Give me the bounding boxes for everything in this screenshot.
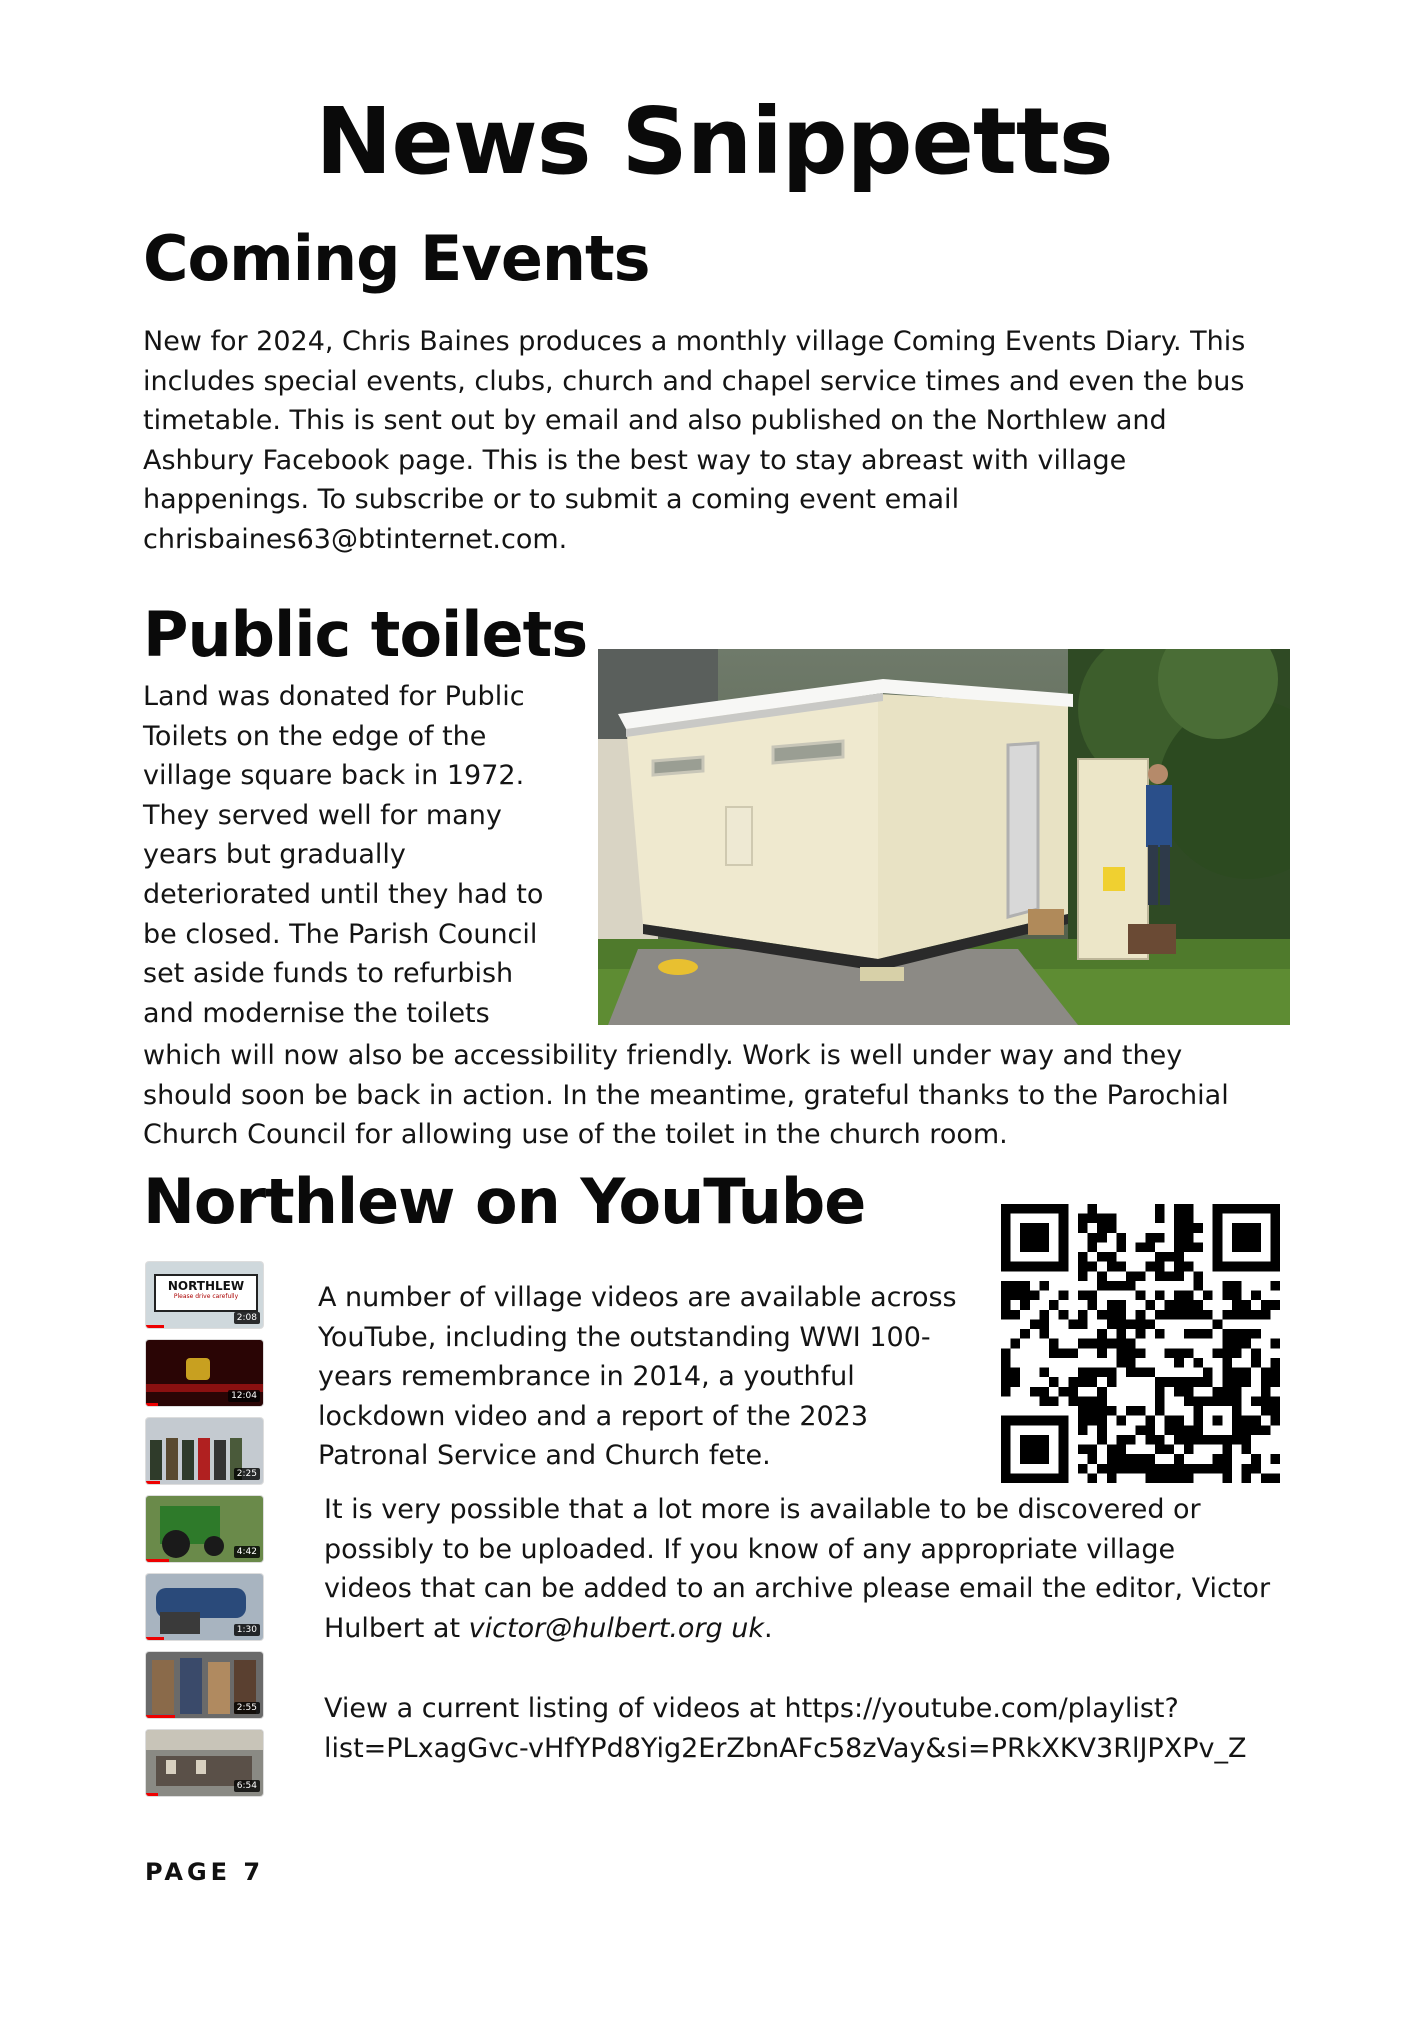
watch-progress-bar <box>146 1637 164 1640</box>
editor-prefix: Hulbert at <box>324 1612 469 1644</box>
public-toilets-full-text <box>143 1036 1229 1155</box>
text-line: videos that can be added to an archive please email the editor, Victor <box>324 1573 1271 1605</box>
editor-suffix: . <box>764 1612 773 1644</box>
text-line: years remembrance in 2014, a youthful <box>318 1361 855 1393</box>
video-thumbnail[interactable] <box>146 1730 263 1796</box>
text-line: chrisbaines63@btinternet.com. <box>143 523 568 555</box>
youtube-more-text <box>324 1490 1270 1648</box>
text-line: be closed. The Parish Council <box>143 918 538 950</box>
playlist-link[interactable]: View a current listing of videos at https://youtube.com/playlist? <box>324 1693 1179 1724</box>
toilet-block-photo <box>598 649 1290 1025</box>
watch-progress-bar <box>146 1559 169 1562</box>
video-thumbnail[interactable] <box>146 1262 263 1328</box>
editor-email-link[interactable]: victor@hulbert.org uk <box>468 1612 765 1644</box>
text-line: possibly to be uploaded. If you know of any appropriate village <box>324 1533 1176 1565</box>
coming-events-heading: Coming Events <box>143 222 650 295</box>
watch-progress-bar <box>146 1325 164 1328</box>
text-line: YouTube, including the outstanding WWI 100- <box>318 1321 931 1353</box>
watch-progress-bar <box>146 1715 175 1718</box>
video-thumbnail[interactable] <box>146 1496 263 1562</box>
page-number: PAGE 7 <box>145 1858 265 1886</box>
text-line: They served well for many <box>143 799 502 831</box>
text-line: Church Council for allowing use of the toilet in the church room. <box>143 1119 1008 1151</box>
video-thumbnail[interactable] <box>146 1574 263 1640</box>
video-duration: 2:55 <box>234 1702 260 1714</box>
text-line: It is very possible that a lot more is available to be discovered or <box>324 1494 1201 1525</box>
playlist-link[interactable]: list=PLxagGvc-vHfYPd8Yig2ErZbnAFc58zVay&si=PRkXKV3RlJPXPv_Z <box>324 1732 1247 1764</box>
watch-progress-bar <box>146 1481 160 1484</box>
coming-events-text <box>143 322 1245 560</box>
page-title: News Snippetts <box>315 88 1113 195</box>
video-duration: 4:42 <box>234 1546 260 1558</box>
text-line: includes special events, clubs, church and chapel service times and even the bus <box>143 365 1245 397</box>
text-line: years but gradually <box>143 839 406 871</box>
public-toilets-heading: Public toilets <box>143 598 588 671</box>
video-duration: 2:25 <box>234 1468 260 1480</box>
text-line: village square back in 1972. <box>143 760 525 792</box>
youtube-heading: Northlew on YouTube <box>143 1165 866 1238</box>
watch-progress-bar <box>146 1403 158 1406</box>
video-duration: 2:08 <box>234 1312 260 1324</box>
video-duration: 6:54 <box>234 1780 260 1792</box>
text-line: Patronal Service and Church fete. <box>318 1440 771 1472</box>
text-line: A number of village videos are available across <box>318 1282 957 1313</box>
public-toilets-column-text <box>143 677 543 1033</box>
text-line: happenings. To subscribe or to submit a coming event email <box>143 484 960 516</box>
text-line: Ashbury Facebook page. This is the best way to stay abreast with village <box>143 444 1127 476</box>
video-thumbnail[interactable] <box>146 1652 263 1718</box>
watch-progress-bar <box>146 1793 158 1796</box>
text-line: set aside funds to refurbish <box>143 958 514 990</box>
text-line: deteriorated until they had to <box>143 878 544 910</box>
sign-subtext: Please drive carefully <box>173 1293 239 1300</box>
video-duration: 12:04 <box>228 1390 260 1402</box>
youtube-intro-text <box>318 1278 957 1476</box>
text-line: Land was donated for Public <box>143 681 525 712</box>
text-line: timetable. This is sent out by email and also published on the Northlew and <box>143 405 1167 437</box>
text-line: Toilets on the edge of the <box>143 720 487 752</box>
youtube-listing-text <box>324 1689 1246 1768</box>
text-line: should soon be back in action. In the meantime, grateful thanks to the Parochial <box>143 1079 1229 1111</box>
text-line: and modernise the toilets <box>143 997 490 1029</box>
sign-text: NORTHLEW <box>167 1279 245 1293</box>
qr-code[interactable] <box>1001 1204 1280 1483</box>
video-duration: 1:30 <box>234 1624 260 1636</box>
text-line: lockdown video and a report of the 2023 <box>318 1400 869 1432</box>
text-line: which will now also be accessibility friendly. Work is well under way and they <box>143 1040 1183 1071</box>
video-thumbnail[interactable] <box>146 1340 263 1406</box>
text-line: New for 2024, Chris Baines produces a monthly village Coming Events Diary. This <box>143 326 1246 357</box>
video-thumbnail[interactable] <box>146 1418 263 1484</box>
